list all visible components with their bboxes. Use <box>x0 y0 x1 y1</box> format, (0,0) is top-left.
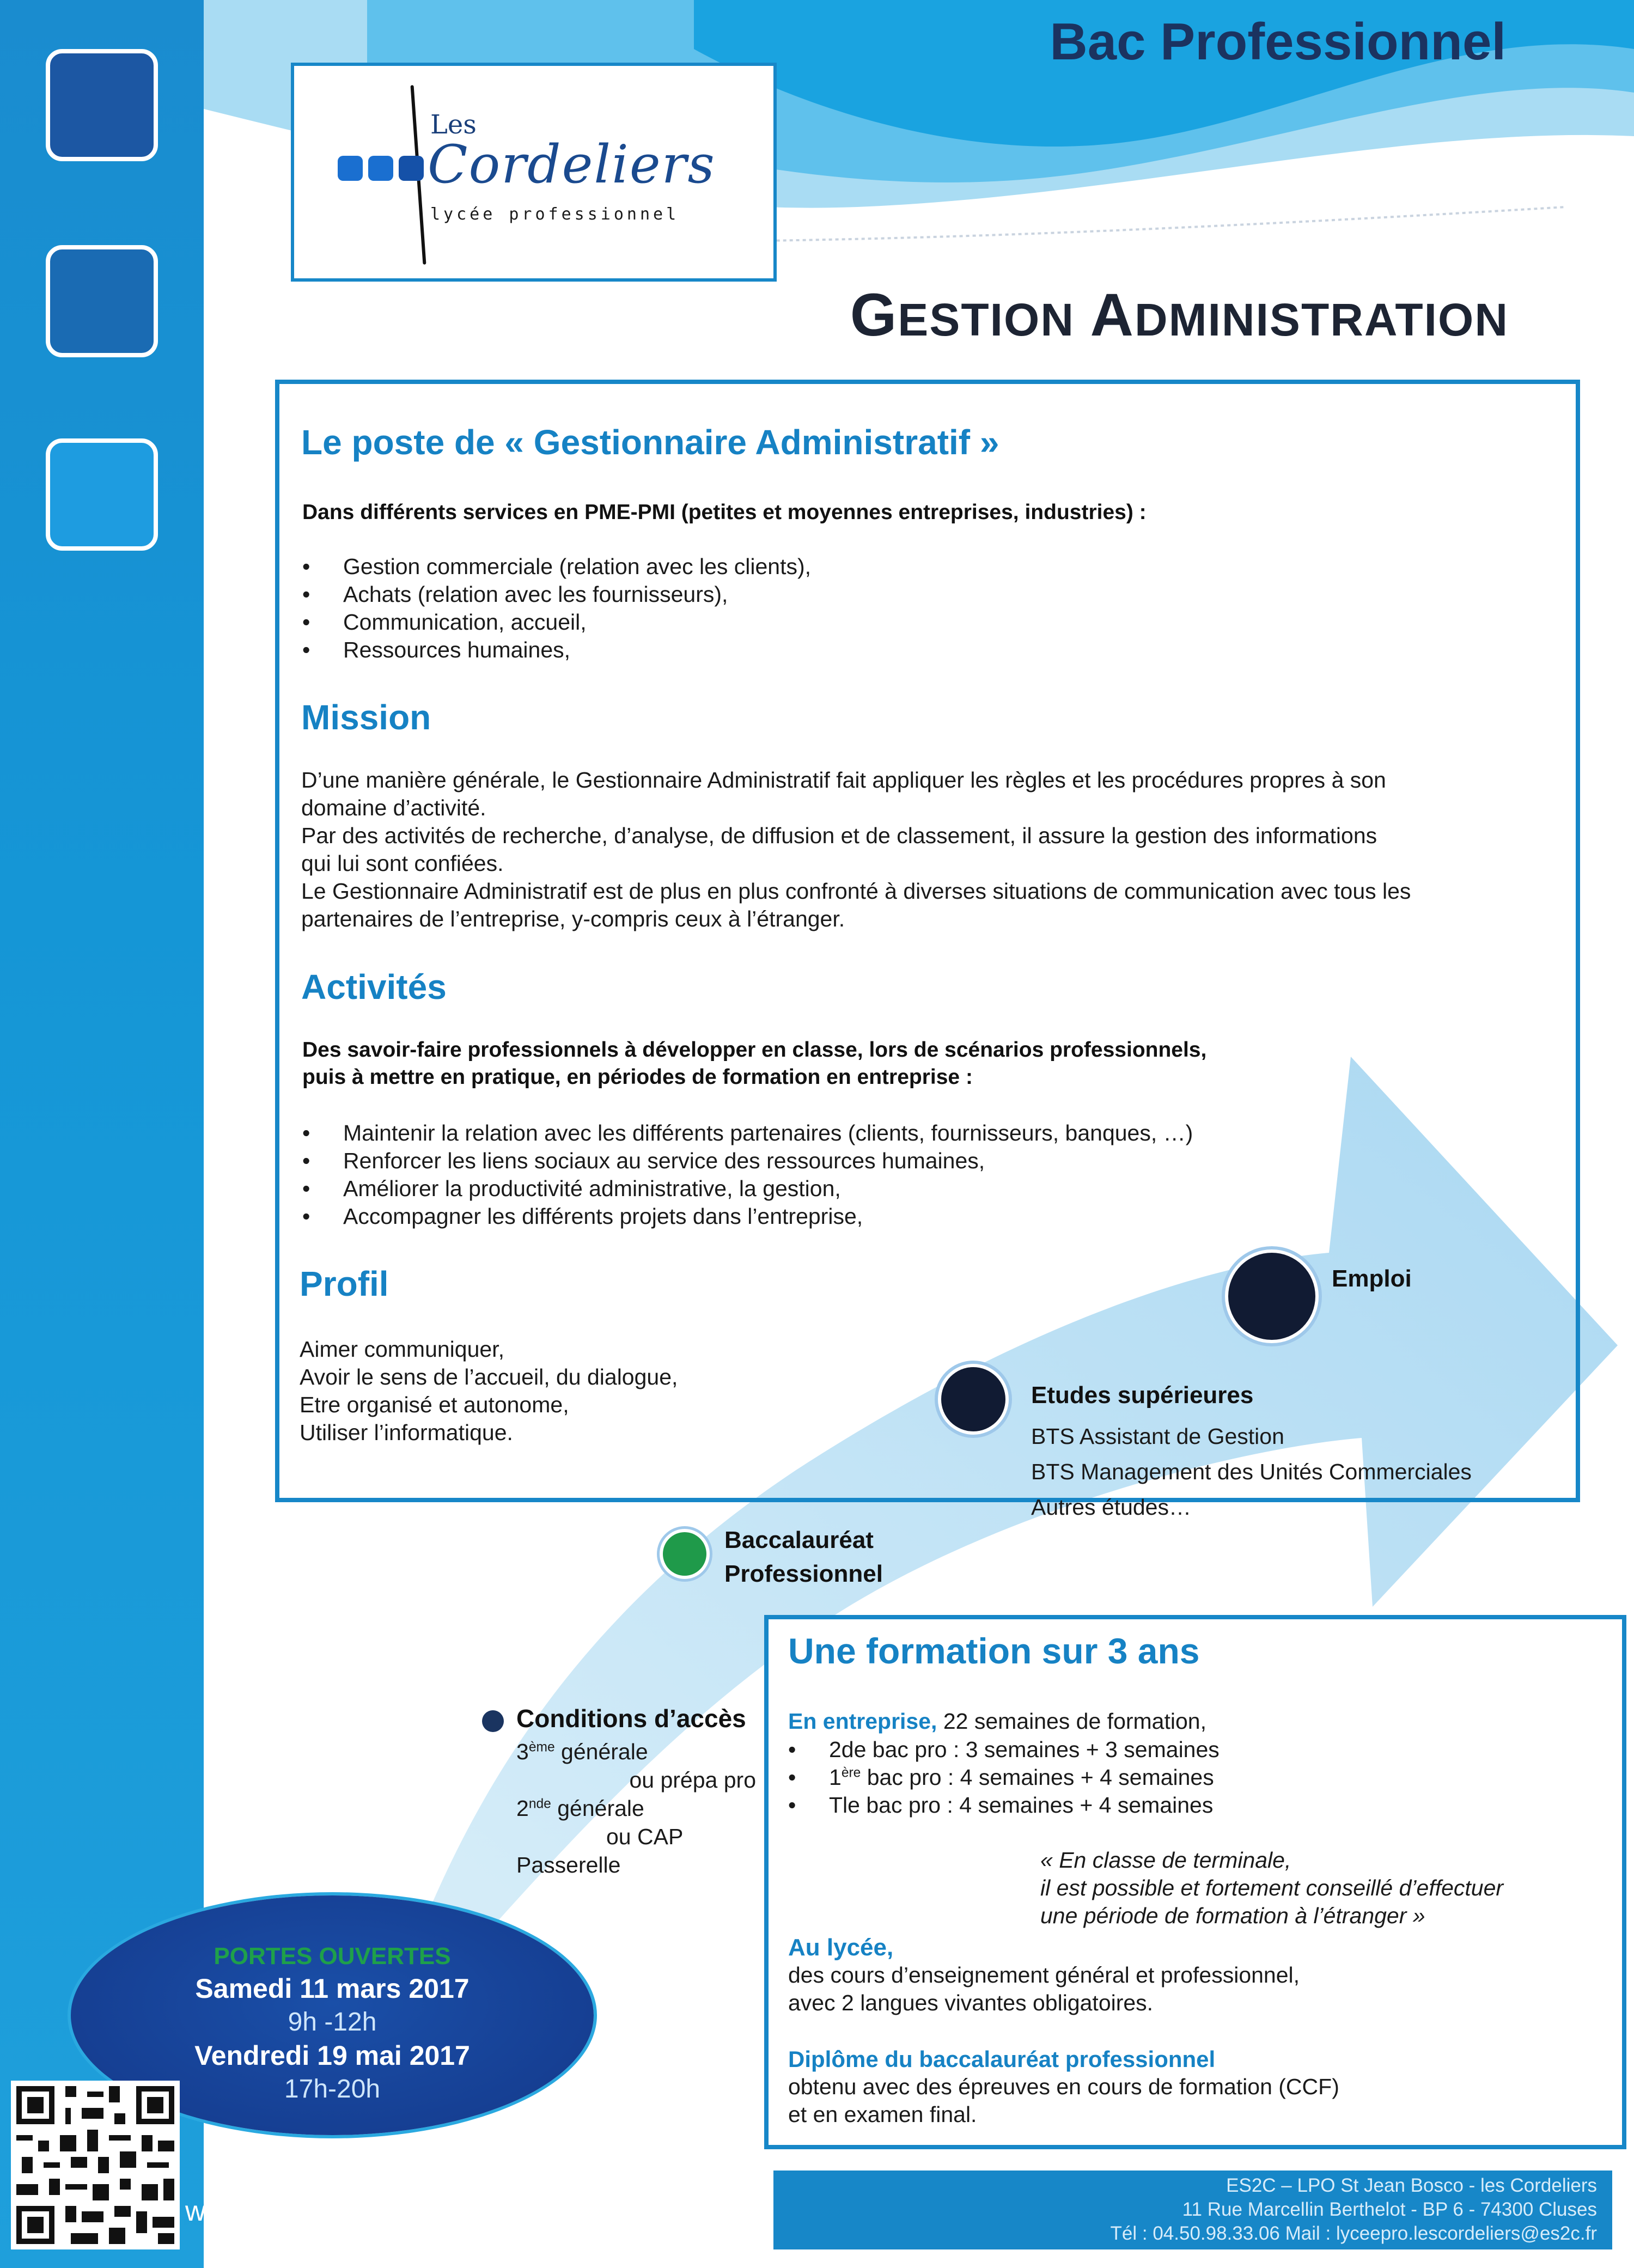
main-info-box <box>275 380 1580 1502</box>
website-link[interactable]: www.lescordeliers-cluses.fr/ <box>185 2196 535 2227</box>
footer-line-2: 11 Rue Marcellin Berthelot - BP 6 - 74300 Cluses <box>1182 2199 1597 2220</box>
decor-square-2 <box>46 245 158 357</box>
school-logo <box>291 63 777 282</box>
list-item: • Communication, accueil, <box>302 608 811 636</box>
logo-dot-2 <box>368 156 393 181</box>
formation-diplome: Diplôme du baccalauréat professionnel obtenu avec des épreuves en cours de formation (CCF) et en examen final. <box>788 2046 1339 2127</box>
conditions-list: 3ème générale ou prépa pro 2nde générale ou CAP Passerelle <box>516 1739 756 1877</box>
open-day-1-date: Samedi 11 mars 2017 <box>195 1973 470 2004</box>
mission-heading: Mission <box>301 698 431 737</box>
page-title: GESTION ADMINISTRATION <box>850 282 1509 349</box>
formation-entreprise: En entreprise, 22 semaines de formation, <box>788 1709 1206 1734</box>
formation-list <box>788 1736 1220 1819</box>
open-days-title: PORTES OUVERTES <box>214 1943 451 1970</box>
footer-line-1: ES2C – LPO St Jean Bosco - les Cordeliers <box>1226 2175 1597 2196</box>
poste-heading: Le poste de « Gestionnaire Administratif » <box>301 423 999 462</box>
list-item: • Maintenir la relation avec les différents partenaires (clients, fournisseurs, banques, …) <box>302 1119 1193 1147</box>
footer-line-3: Tél : 04.50.98.33.06 Mail : lyceepro.lescordeliers@es2c.fr <box>1110 2223 1597 2244</box>
poste-intro: Dans différents services en PME-PMI (petites et moyennes entreprises, industries) : <box>302 501 1147 524</box>
activites-intro: Des savoir-faire professionnels à développer en classe, lors de scénarios professionnels, puis à mettre en pratique, en périodes de formation en entreprise : <box>302 1038 1207 1089</box>
emploi-dot <box>1228 1253 1315 1340</box>
decor-square-3 <box>46 438 158 551</box>
open-day-2-date: Vendredi 19 mai 2017 <box>194 2040 470 2071</box>
logo-dot-3 <box>399 156 424 181</box>
activites-list <box>302 1119 1193 1230</box>
formation-quote: « En classe de terminale, il est possible et fortement conseillé d’effectuer une période de formation à l’étranger » <box>1040 1848 1504 1928</box>
profil-heading: Profil <box>300 1264 389 1303</box>
logo-les: Les <box>430 109 477 140</box>
etudes-list: BTS Assistant de Gestion BTS Management des Unités Commerciales Autres études… <box>1031 1424 1472 1520</box>
etudes-dot <box>941 1367 1005 1431</box>
open-day-1-hours: 9h -12h <box>288 2008 377 2037</box>
list-item: • Renforcer les liens sociaux au service des ressources humaines, <box>302 1147 1193 1175</box>
decor-square-1 <box>46 49 158 161</box>
logo-name: Cordeliers <box>428 134 716 195</box>
emploi-label: Emploi <box>1332 1265 1412 1292</box>
list-item: • 2de bac pro : 3 semaines + 3 semaines <box>788 1736 1220 1764</box>
list-item: • 1ère bac pro : 4 semaines + 4 semaines <box>788 1764 1220 1791</box>
open-day-2-hours: 17h-20h <box>284 2075 381 2104</box>
poste-list <box>302 553 811 664</box>
bac-label: Baccalauréat Professionnel <box>724 1527 883 1587</box>
formation-heading: Une formation sur 3 ans <box>788 1631 1200 1671</box>
program-title: Bac Professionnel <box>1050 13 1506 71</box>
list-item: • Ressources humaines, <box>302 636 811 664</box>
list-item: • Tle bac pro : 4 semaines + 4 semaines <box>788 1791 1220 1819</box>
logo-dot-1 <box>338 156 363 181</box>
list-item: • Gestion commerciale (relation avec les clients), <box>302 553 811 581</box>
footer-contact <box>773 2171 1612 2249</box>
mission-text: D’une manière générale, le Gestionnaire Administratif fait appliquer les règles et les procédures propres à son domaine d’activité. Par des activités de recherche, d’analyse, de diffusion et de classement, il assure la gestion des informations qui lui sont confiées. Le Gestionnaire Administratif est de plus en plus confronté à diverses situations de communication avec tous les partenaires de l’entreprise, y-compris ceux à l’étranger. <box>301 767 1411 931</box>
qr-code-icon[interactable] <box>11 2081 180 2249</box>
logo-subtitle: lycée professionnel <box>430 205 680 224</box>
profil-text: Aimer communiquer, Avoir le sens de l’accueil, du dialogue, Etre organisé et autonome, Utiliser l’informatique. <box>300 1337 678 1445</box>
bac-dot <box>663 1532 706 1576</box>
list-item: • Améliorer la productivité administrative, la gestion, <box>302 1175 1193 1203</box>
etudes-title: Etudes supérieures <box>1031 1382 1254 1409</box>
list-item: • Accompagner les différents projets dans l’entreprise, <box>302 1203 1193 1230</box>
list-item: • Achats (relation avec les fournisseurs), <box>302 581 811 608</box>
conditions-title: Conditions d’accès <box>516 1704 746 1733</box>
formation-lycee: Au lycée, des cours d’enseignement général et professionnel, avec 2 langues vivantes obligatoires. <box>788 1934 1300 2015</box>
activites-heading: Activités <box>301 967 447 1007</box>
conditions-dot <box>482 1710 504 1732</box>
